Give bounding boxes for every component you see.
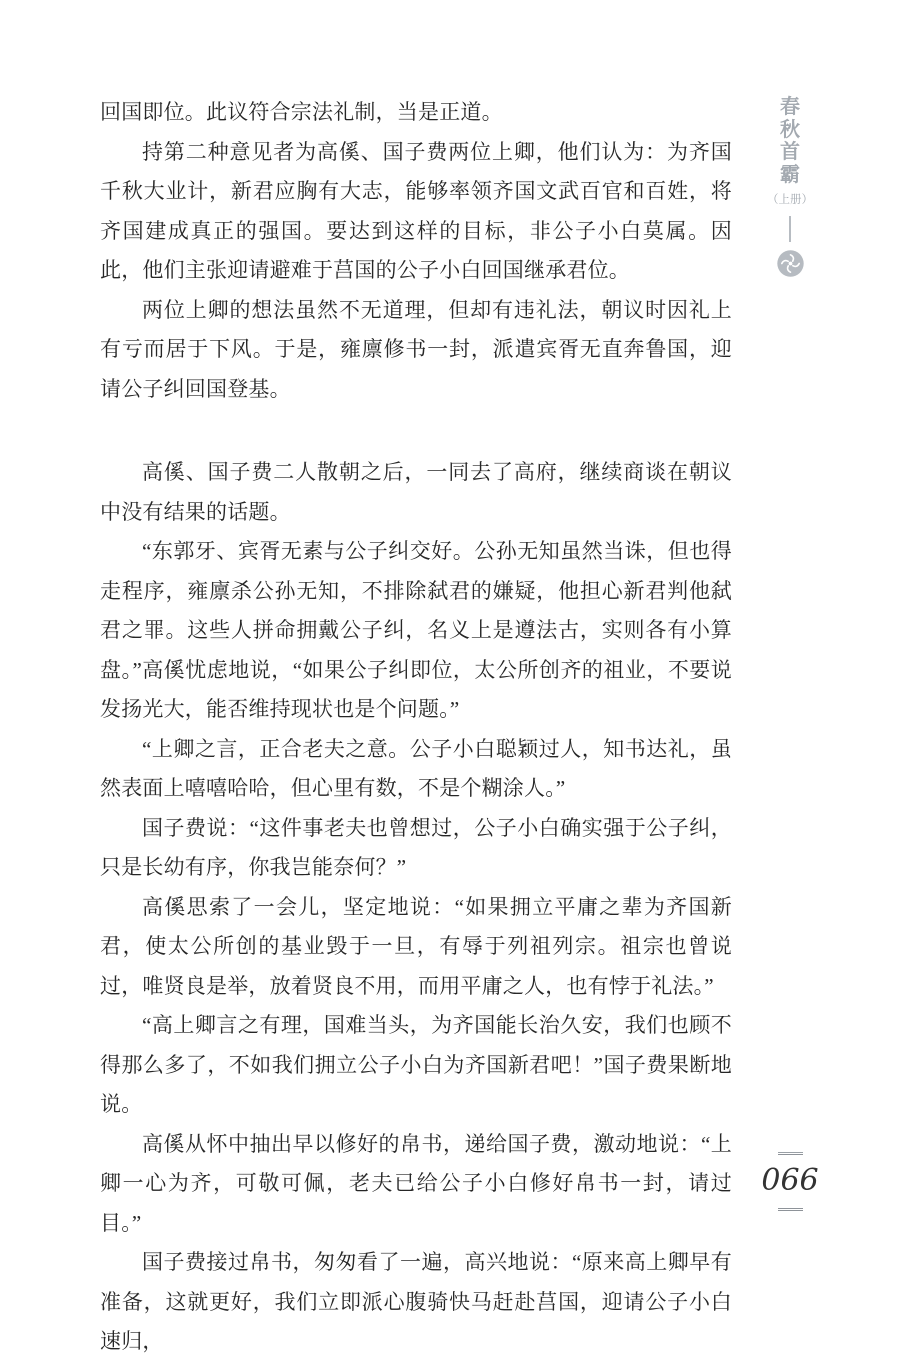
paragraph: 两位上卿的想法虽然不无道理，但却有违礼法，朝议时因礼上有亏而居于下风。于是，雍廪修书一封，派遣宾胥无直奔鲁国，迎请公子纠回国登基。 [100,297,732,401]
folio-rule-bottom [778,1208,803,1211]
paragraph: 国子费接过帛书，匆匆看了一遍，高兴地说：“原来高上卿早有准备，这就更好，我们立即派心腹骑快马赶赴莒国，迎请公子小白速归， [100,1250,732,1353]
paragraph: 国子费说：“这件事老夫也曾想过，公子小白确实强于公子纠，只是长幼有序，你我岂能奈何？” [100,815,732,879]
folio-block [761,1152,819,1211]
paragraph: 回国即位。此议符合宗法礼制，当是正道。 [100,100,503,124]
book-title-char: 首 [780,141,800,163]
paragraph: “东郭牙、宾胥无素与公子纠交好。公孙无知虽然当诛，但也得走程序，雍廪杀公孙无知，不排除弑君的嫌疑，他担心新君判他弑君之罪。这些人拼命拥戴公子纠，名义上是遵法古，实则各有小算盘。”高傒忧虑地说，“如果公子纠即位，太公所创齐的祖业，不要说发扬光大，能否维持现状也是个问题。” [100,539,732,721]
paragraph: “上卿之言，正合老夫之意。公子小白聪颖过人，知书达礼，虽然表面上嘻嘻哈哈，但心里有数，不是个糊涂人。” [100,736,732,800]
paragraph: 持第二种意见者为高傒、国子费两位上卿，他们认为：为齐国千秋大业计，新君应胸有大志，能够率领齐国文武百官和百姓，将齐国建成真正的强国。要达到这样的目标，非公子小白莫属。因此，他们主张迎请避难于莒国的公子小白回国继承君位。 [100,139,732,282]
title-divider-line [789,216,791,242]
swirl-seal-icon [776,249,805,278]
book-title-char: 春 [780,96,800,118]
paragraph: “高上卿言之有理，国难当头，为齐国能长治久安，我们也顾不得那么多了，不如我们拥立公子小白为齐国新君吧！”国子费果断地说。 [100,1013,732,1116]
book-title-char: 秋 [780,118,800,141]
body-text [100,93,732,1362]
volume-label: （上册） [767,194,813,206]
book-title-vertical [780,96,800,186]
paragraph: 高傒思索了一会儿，坚定地说：“如果拥立平庸之辈为齐国新君，使太公所创的基业毁于一旦，有辱于列祖列宗。祖宗也曾说过，唯贤良是举，放着贤良不用，而用平庸之人，也有悖于礼法。” [100,894,732,998]
folio-rule-top [778,1152,803,1155]
book-title-char: 霸 [780,163,800,186]
paragraph: 高傒从怀中抽出早以修好的帛书，递给国子费，激动地说：“上卿一心为齐，可敬可佩，老夫已给公子小白修好帛书一封，请过目。” [100,1131,732,1235]
paragraph: 高傒、国子费二人散朝之后，一同去了高府，继续商谈在朝议中没有结果的话题。 [100,460,732,524]
page-number: 066 [761,1163,819,1198]
margin-title-column [766,96,814,278]
